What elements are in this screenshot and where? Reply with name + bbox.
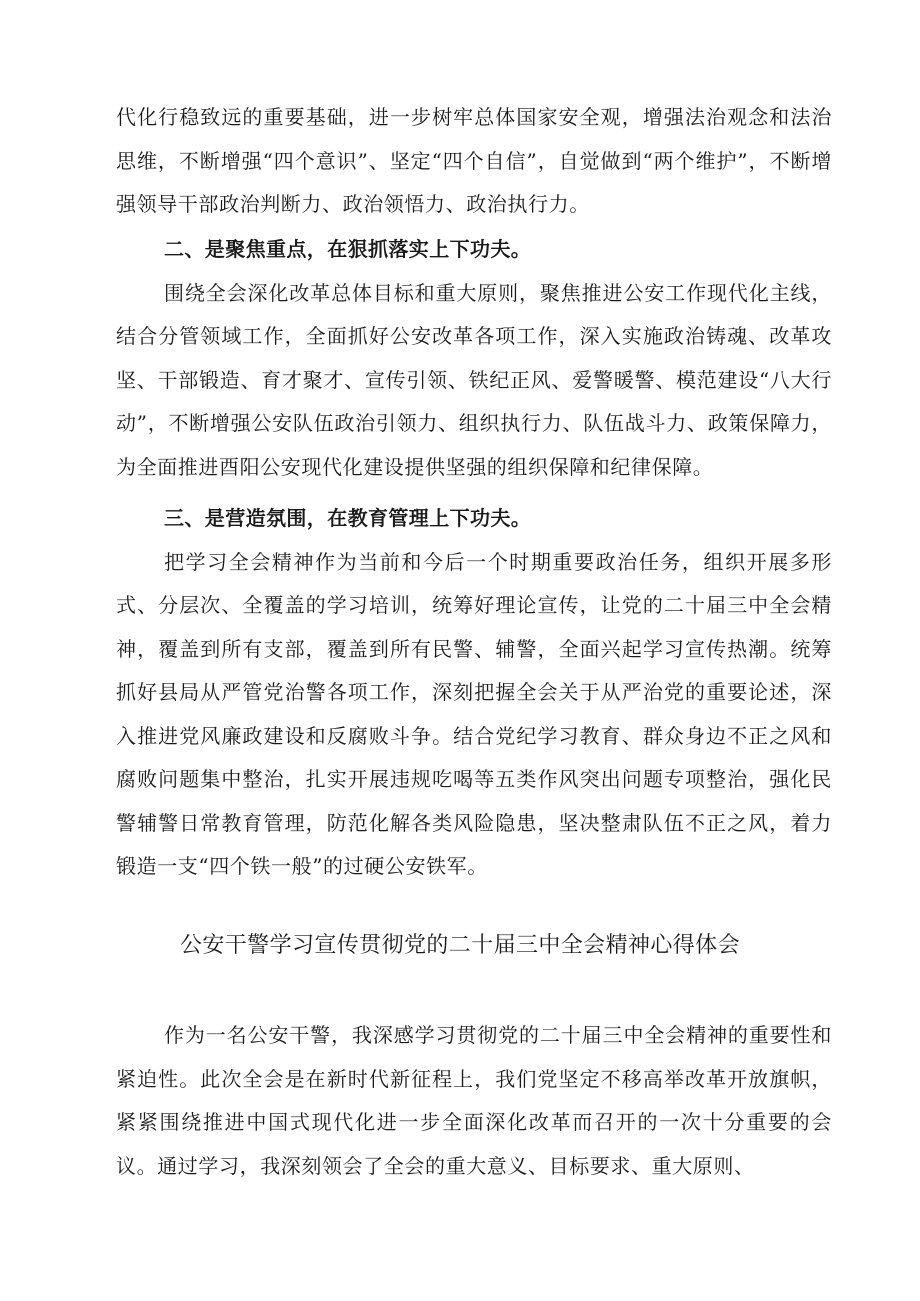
- section-heading-2: 二、是聚焦重点，在狠抓落实上下功夫。: [164, 237, 532, 261]
- article-title: 公安干警学习宣传贯彻党的二十届三中全会精神心得体会: [179, 933, 740, 958]
- section-body-3: 把学习全会精神作为当前和今后一个时期重要政治任务，组织开展多形式、分层次、全覆盖的学习培训，统筹好理论宣传，让党的二十届三中全会精神，覆盖到所有支部，覆盖到所有民警、辅警，全面兴起学习宣传热潮。统筹抓好县局从严管党治警各项工作，深刻把握全会关于从严治党的重要论述，深入推进党风廉政建设和反腐败斗争。结合党纪学习教育、群众身边不正之风和腐败问题集中整治，扎实开展违规吃喝等五类作风突出问题专项整治，强化民警辅警日常教育管理，防范化解各类风险隐患，坚决整肃队伍不正之风，着力锻造一支“四个铁一般”的过硬公安铁军。: [116, 549, 832, 878]
- paragraph-continuation: 代化行稳致远的重要基础，进一步树牢总体国家安全观，增强法治观念和法治思维，不断增强“四个意识”、坚定“四个自信”，自觉做到“两个维护”，不断增强领导干部政治判断力、政治领悟力、政治执行力。: [116, 105, 832, 216]
- section-body-2: 围绕全会深化改革总体目标和重大原则，聚焦推进公安工作现代化主线，结合分管领域工作，全面抓好公安改革各项工作，深入实施政治铸魂、改革攻坚、干部锻造、育才聚才、宣传引领、铁纪正风、爱警暖警、模范建设“八大行动”，不断增强公安队伍政治引领力、组织执行力、队伍战斗力、政策保障力，为全面推进酉阳公安现代化建设提供坚强的组织保障和纪律保障。: [116, 280, 832, 479]
- article-intro-paragraph: 作为一名公安干警，我深感学习贯彻党的二十届三中全会精神的重要性和紧迫性。此次全会是在新时代新征程上，我们党坚定不移高举改革开放旗帜，紧紧围绕推进中国式现代化进一步全面深化改革而召开的一次十分重要的会议。通过学习，我深刻领会了全会的重大意义、目标要求、重大原则、: [116, 1023, 832, 1178]
- section-2: [116, 228, 832, 489]
- section-heading-3: 三、是营造氛围，在教育管理上下功夫。: [164, 506, 532, 530]
- section-1: [116, 96, 832, 227]
- section-3: [116, 497, 832, 889]
- article-intro: [116, 1014, 832, 1188]
